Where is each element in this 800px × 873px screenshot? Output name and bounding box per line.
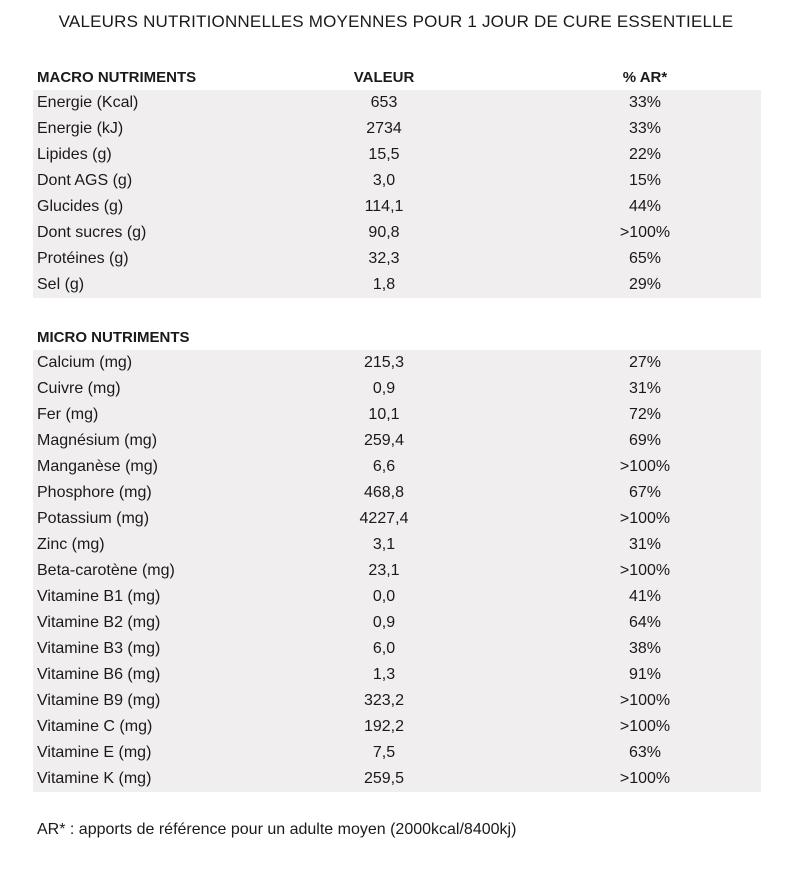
macro-header-row bbox=[33, 64, 761, 90]
nutrient-value: 323,2 bbox=[363, 692, 405, 709]
table-row bbox=[33, 246, 761, 272]
table-row bbox=[33, 740, 761, 766]
nutrient-ar-percent: 69% bbox=[628, 432, 662, 449]
table-row bbox=[33, 584, 761, 610]
nutrient-value: 90,8 bbox=[368, 224, 400, 241]
table-row bbox=[33, 506, 761, 532]
nutrient-ar-percent: 65% bbox=[628, 250, 662, 267]
nutrient-name: Vitamine K (mg) bbox=[37, 770, 152, 787]
table-row bbox=[33, 142, 761, 168]
table-row bbox=[33, 662, 761, 688]
table-row bbox=[33, 272, 761, 298]
nutrient-ar-percent: 33% bbox=[628, 94, 662, 111]
nutrient-ar-percent: 38% bbox=[628, 640, 662, 657]
micro-rows bbox=[33, 350, 761, 792]
table-row bbox=[33, 610, 761, 636]
micro-header-row bbox=[33, 324, 761, 350]
nutrient-name: Glucides (g) bbox=[37, 198, 124, 215]
table-row bbox=[33, 454, 761, 480]
nutrient-ar-percent: 31% bbox=[628, 380, 662, 397]
nutrient-ar-percent: 72% bbox=[628, 406, 662, 423]
nutrient-value: 3,0 bbox=[372, 172, 396, 189]
table-row bbox=[33, 116, 761, 142]
nutrient-value: 259,4 bbox=[363, 432, 405, 449]
nutrient-name: Manganèse (mg) bbox=[37, 458, 158, 475]
nutrient-name: Calcium (mg) bbox=[37, 354, 133, 371]
nutrient-ar-percent: >100% bbox=[619, 458, 671, 475]
nutrient-name: Fer (mg) bbox=[37, 406, 99, 423]
nutrient-ar-percent: 15% bbox=[628, 172, 662, 189]
nutrient-value: 15,5 bbox=[368, 146, 400, 163]
nutrient-value: 0,0 bbox=[372, 588, 396, 605]
nutrient-value: 192,2 bbox=[363, 718, 405, 735]
table-row bbox=[33, 480, 761, 506]
nutrient-ar-percent: 44% bbox=[628, 198, 662, 215]
nutrient-value: 1,3 bbox=[372, 666, 396, 683]
nutrient-value: 7,5 bbox=[372, 744, 396, 761]
nutrient-name: Phosphore (mg) bbox=[37, 484, 152, 501]
nutrient-value: 0,9 bbox=[372, 614, 396, 631]
table-row bbox=[33, 194, 761, 220]
footnote: AR* : apports de référence pour un adulte moyen (2000kcal/8400kj) bbox=[37, 821, 517, 838]
nutrient-ar-percent: >100% bbox=[619, 770, 671, 787]
table-row bbox=[33, 376, 761, 402]
table-row bbox=[33, 558, 761, 584]
nutrient-name: Potassium (mg) bbox=[37, 510, 150, 527]
table-row bbox=[33, 532, 761, 558]
nutrient-ar-percent: 33% bbox=[628, 120, 662, 137]
page-title: VALEURS NUTRITIONNELLES MOYENNES POUR 1 JOUR DE CURE ESSENTIELLE bbox=[58, 12, 734, 31]
nutrient-value: 6,6 bbox=[372, 458, 396, 475]
nutrient-ar-percent: 64% bbox=[628, 614, 662, 631]
table-row bbox=[33, 714, 761, 740]
macro-section-heading: MACRO NUTRIMENTS bbox=[37, 68, 197, 86]
nutrient-name: Energie (Kcal) bbox=[37, 94, 139, 111]
nutrient-value: 2734 bbox=[366, 120, 402, 137]
nutrient-value: 1,8 bbox=[372, 276, 396, 293]
nutrient-ar-percent: 22% bbox=[628, 146, 662, 163]
nutrient-value: 259,5 bbox=[363, 770, 405, 787]
nutrient-value: 3,1 bbox=[372, 536, 396, 553]
nutrient-name: Vitamine B3 (mg) bbox=[37, 640, 161, 657]
nutrient-ar-percent: >100% bbox=[619, 718, 671, 735]
nutrient-value: 32,3 bbox=[368, 250, 400, 267]
nutrient-value: 10,1 bbox=[368, 406, 400, 423]
nutrient-name: Energie (kJ) bbox=[37, 120, 124, 137]
nutrient-name: Zinc (mg) bbox=[37, 536, 105, 553]
nutrient-name: Vitamine B9 (mg) bbox=[37, 692, 161, 709]
nutrient-value: 215,3 bbox=[363, 354, 405, 371]
table-row bbox=[33, 350, 761, 376]
nutrient-value: 6,0 bbox=[372, 640, 396, 657]
ar-column-header: % AR* bbox=[622, 68, 668, 86]
nutrient-name: Vitamine B1 (mg) bbox=[37, 588, 161, 605]
table-row bbox=[33, 688, 761, 714]
table-row bbox=[33, 636, 761, 662]
micro-section-heading: MICRO NUTRIMENTS bbox=[37, 328, 190, 346]
nutrient-name: Vitamine E (mg) bbox=[37, 744, 152, 761]
table-row bbox=[33, 90, 761, 116]
nutrient-value: 114,1 bbox=[364, 198, 404, 215]
nutrient-name: Cuivre (mg) bbox=[37, 380, 121, 397]
nutrient-value: 23,1 bbox=[368, 562, 400, 579]
nutrient-name: Lipides (g) bbox=[37, 146, 112, 163]
nutrient-name: Beta-carotène (mg) bbox=[37, 562, 175, 579]
nutrient-name: Vitamine B2 (mg) bbox=[37, 614, 161, 631]
table-row bbox=[33, 168, 761, 194]
nutrient-value: 0,9 bbox=[372, 380, 396, 397]
nutrient-value: 468,8 bbox=[363, 484, 405, 501]
macro-rows bbox=[33, 90, 761, 298]
nutrient-name: Dont AGS (g) bbox=[37, 172, 133, 189]
nutrient-ar-percent: >100% bbox=[619, 562, 671, 579]
nutrient-value: 4227,4 bbox=[359, 510, 409, 527]
nutrient-ar-percent: 31% bbox=[628, 536, 662, 553]
nutrient-ar-percent: >100% bbox=[619, 692, 671, 709]
nutrition-table bbox=[33, 64, 761, 792]
nutrient-name: Magnésium (mg) bbox=[37, 432, 158, 449]
section-spacer bbox=[33, 298, 761, 324]
nutrient-name: Vitamine C (mg) bbox=[37, 718, 153, 735]
nutrient-ar-percent: >100% bbox=[619, 510, 671, 527]
nutrient-name: Dont sucres (g) bbox=[37, 224, 147, 241]
table-row bbox=[33, 402, 761, 428]
nutrient-ar-percent: 27% bbox=[628, 354, 662, 371]
nutrient-value: 653 bbox=[370, 94, 398, 111]
nutrient-name: Vitamine B6 (mg) bbox=[37, 666, 161, 683]
nutrient-ar-percent: 29% bbox=[628, 276, 662, 293]
table-row bbox=[33, 428, 761, 454]
nutrient-ar-percent: 67% bbox=[628, 484, 662, 501]
nutrient-ar-percent: 63% bbox=[628, 744, 662, 761]
table-row bbox=[33, 766, 761, 792]
nutrient-name: Protéines (g) bbox=[37, 250, 129, 267]
nutrient-ar-percent: 91% bbox=[628, 666, 662, 683]
value-column-header: VALEUR bbox=[353, 68, 415, 86]
nutrient-ar-percent: 41% bbox=[628, 588, 662, 605]
nutrient-name: Sel (g) bbox=[37, 276, 85, 293]
table-row bbox=[33, 220, 761, 246]
nutrient-ar-percent: >100% bbox=[619, 224, 671, 241]
